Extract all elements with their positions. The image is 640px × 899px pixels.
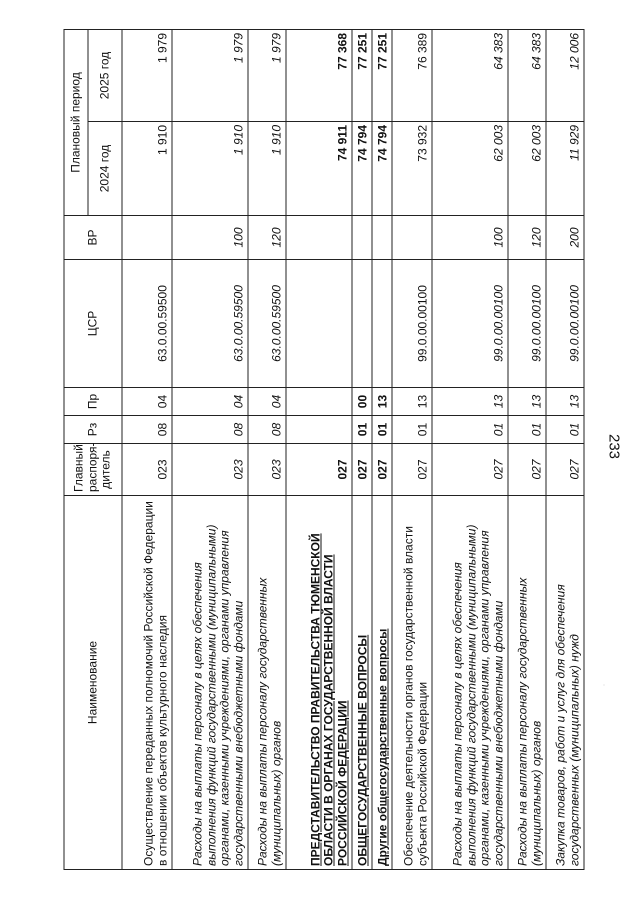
- cell-rz: 08: [172, 415, 248, 443]
- cell-name: ОБЩЕГОСУДАРСТВЕННЫЕ ВОПРОСЫ: [352, 495, 372, 869]
- table-row: [546, 29, 584, 869]
- cell-csr: 99.0.00.00100: [392, 259, 432, 387]
- cell-rz: [286, 415, 352, 443]
- cell-name: Расходы на выплаты персоналу в целях обеспечения выполнения функций государственными (муниципальными) органами, казенными учреждениями, органами управления государственными внебюджетными фондами: [432, 495, 508, 869]
- cell-chief: 027: [372, 443, 392, 495]
- header-pr: Пр: [64, 387, 122, 415]
- cell-csr: [286, 259, 352, 387]
- header-chief: Главный распоря-дитель: [64, 443, 122, 495]
- cell-pr: 04: [122, 387, 172, 415]
- table-row: [372, 29, 392, 869]
- cell-rz: 01: [508, 415, 546, 443]
- cell-name: Расходы на выплаты персоналу государственных (муниципальных) органов: [248, 495, 286, 869]
- budget-sheet: [64, 30, 582, 870]
- table-row: [122, 29, 172, 869]
- cell-rz: 01: [372, 415, 392, 443]
- cell-2025: 77 368: [286, 29, 352, 121]
- cell-vr: 100: [432, 215, 508, 259]
- cell-2024: 1 910: [122, 121, 172, 215]
- cell-chief: 027: [546, 443, 584, 495]
- cell-2024: 62 003: [432, 121, 508, 215]
- cell-pr: 13: [508, 387, 546, 415]
- cell-2024: 11 929: [546, 121, 584, 215]
- table-row: [172, 29, 248, 869]
- cell-chief: 027: [508, 443, 546, 495]
- cell-name: Расходы на выплаты персоналу государственных (муниципальных) органов: [508, 495, 546, 869]
- cell-2024: 1 910: [248, 121, 286, 215]
- table-row: [286, 29, 352, 869]
- cell-2024: 74 911: [286, 121, 352, 215]
- table-row: [392, 29, 432, 869]
- cell-vr: [286, 215, 352, 259]
- cell-chief: 023: [122, 443, 172, 495]
- cell-csr: 99.0.00.00100: [508, 259, 546, 387]
- cell-vr: [372, 215, 392, 259]
- cell-vr: [392, 215, 432, 259]
- cell-vr: 120: [248, 215, 286, 259]
- cell-chief: 027: [392, 443, 432, 495]
- cell-pr: [286, 387, 352, 415]
- cell-pr: 04: [172, 387, 248, 415]
- cell-csr: 99.0.00.00100: [546, 259, 584, 387]
- table-row: [352, 29, 372, 869]
- cell-csr: 63.0.00.59500: [248, 259, 286, 387]
- cell-2025: 76 389: [392, 29, 432, 121]
- cell-chief: 023: [248, 443, 286, 495]
- cell-name: Осуществление переданных полномочий Российской Федерации в отношении объектов культурного наследия: [122, 495, 172, 869]
- cell-pr: 13: [432, 387, 508, 415]
- header-name: Наименование: [64, 495, 122, 869]
- header-rz: Рз: [64, 415, 122, 443]
- header-year-2024: 2024 год: [88, 121, 122, 215]
- cell-csr: [352, 259, 372, 387]
- cell-2025: 64 383: [508, 29, 546, 121]
- cell-2025: 64 383: [432, 29, 508, 121]
- cell-pr: 13: [546, 387, 584, 415]
- cell-vr: 100: [172, 215, 248, 259]
- table-row: [508, 29, 546, 869]
- cell-name: Закупка товаров, работ и услуг для обеспечения государственных (муниципальных) нужд: [546, 495, 584, 869]
- cell-2024: 74 794: [372, 121, 392, 215]
- cell-name: Другие общегосударственные вопросы: [372, 495, 392, 869]
- header-csr: ЦСР: [64, 259, 122, 387]
- cell-2024: 73 932: [392, 121, 432, 215]
- cell-2024: 74 794: [352, 121, 372, 215]
- cell-name: ПРЕДСТАВИТЕЛЬСТВО ПРАВИТЕЛЬСТВА ТЮМЕНСКОЙ ОБЛАСТИ В ОРГАНАХ ГОСУДАРСТВЕННОЙ ВЛАСТИ РОССИЙСКОЙ ФЕДЕРАЦИИ: [286, 495, 352, 869]
- cell-2025: 77 251: [352, 29, 372, 121]
- scan-artifact: ·: [598, 683, 609, 687]
- cell-csr: [372, 259, 392, 387]
- cell-vr: [122, 215, 172, 259]
- cell-rz: 01: [546, 415, 584, 443]
- page-number: 233: [605, 433, 623, 460]
- cell-pr: 13: [372, 387, 392, 415]
- cell-csr: 63.0.00.59500: [172, 259, 248, 387]
- cell-csr: 63.0.00.59500: [122, 259, 172, 387]
- cell-name: Обеспечение деятельности органов государственной власти субъекта Российской Федерации: [392, 495, 432, 869]
- table-row: [248, 29, 286, 869]
- cell-chief: 027: [432, 443, 508, 495]
- cell-pr: 04: [248, 387, 286, 415]
- cell-rz: 01: [392, 415, 432, 443]
- cell-2025: 77 251: [372, 29, 392, 121]
- table-row: [432, 29, 508, 869]
- cell-vr: 120: [508, 215, 546, 259]
- cell-rz: 08: [248, 415, 286, 443]
- cell-rz: 01: [352, 415, 372, 443]
- cell-rz: 08: [122, 415, 172, 443]
- cell-chief: 023: [172, 443, 248, 495]
- cell-2024: 62 003: [508, 121, 546, 215]
- cell-2025: 1 979: [122, 29, 172, 121]
- cell-name: Расходы на выплаты персоналу в целях обеспечения выполнения функций государственными (муниципальными) органами, казенными учреждениями, органами управления государственными внебюджетными фондами: [172, 495, 248, 869]
- cell-vr: 200: [546, 215, 584, 259]
- cell-rz: 01: [432, 415, 508, 443]
- cell-pr: 13: [392, 387, 432, 415]
- cell-csr: 99.0.00.00100: [432, 259, 508, 387]
- cell-vr: [352, 215, 372, 259]
- header-vr: ВР: [64, 215, 122, 259]
- cell-2025: 1 979: [172, 29, 248, 121]
- cell-2024: 1 910: [172, 121, 248, 215]
- cell-chief: 027: [286, 443, 352, 495]
- cell-2025: 1 979: [248, 29, 286, 121]
- cell-pr: 00: [352, 387, 372, 415]
- cell-2025: 12 006: [546, 29, 584, 121]
- header-planned-period: Плановый период: [64, 29, 88, 215]
- cell-chief: 027: [352, 443, 372, 495]
- header-year-2025: 2025 год: [88, 29, 122, 121]
- budget-table: [64, 28, 585, 869]
